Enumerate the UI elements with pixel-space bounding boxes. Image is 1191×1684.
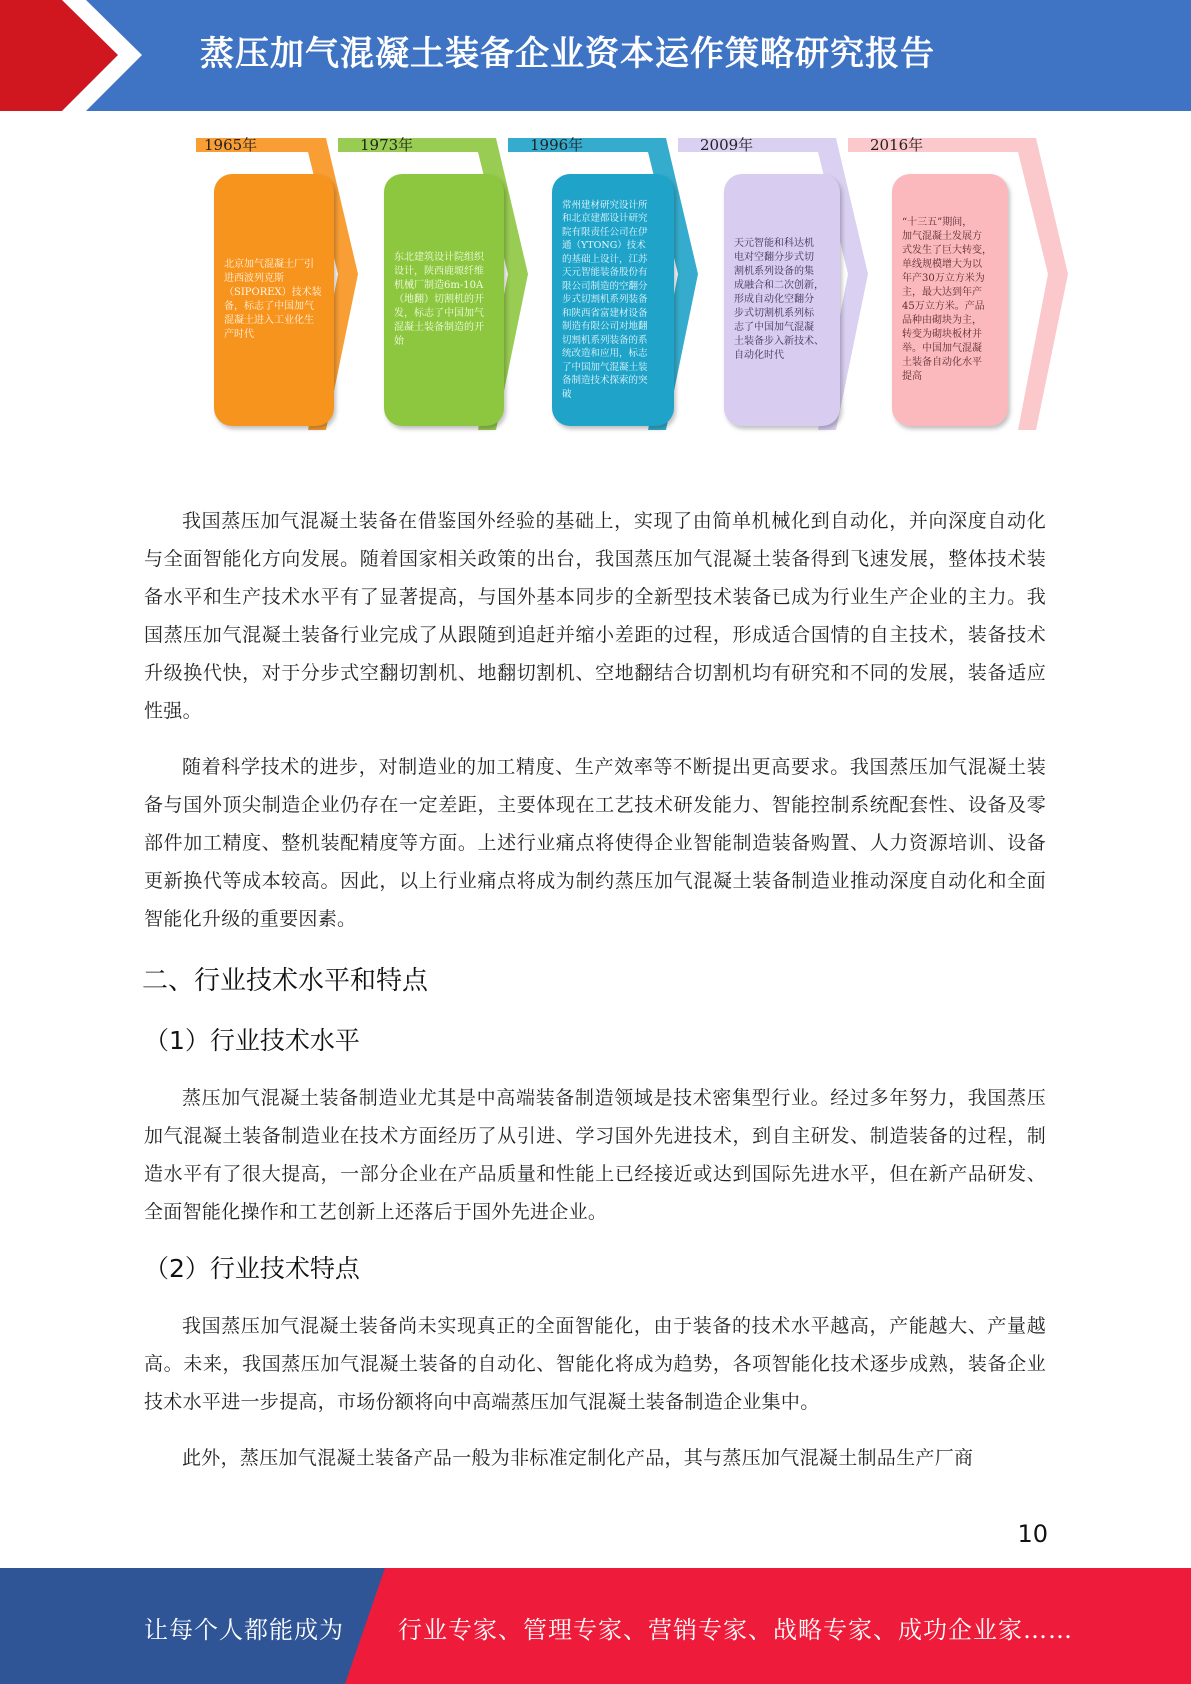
- card-line: 割机系列设备的集: [734, 266, 814, 277]
- card-line: 破: [562, 388, 572, 400]
- card-line: 转变为砌块板材并: [902, 329, 982, 340]
- card-line: 土装备自动化水平: [902, 357, 982, 368]
- card-line: 步式切割机系列标: [734, 308, 814, 319]
- card-line: 举。中国加气混凝: [902, 343, 982, 354]
- card-line: 提高: [902, 371, 922, 382]
- card-line: 和陕西省富建材设备: [562, 307, 648, 319]
- timeline-year-1965: 1965年: [204, 136, 258, 154]
- card-line: 土装备步入新技术、: [734, 336, 824, 347]
- card-line: （地翻）切割机的开: [394, 294, 484, 305]
- card-line: 和北京建都设计研究: [562, 213, 648, 225]
- card-line: （SIPOREX）技术装: [224, 287, 322, 298]
- paragraph-2: 随着科学技术的进步，对制造业的加工精度、生产效率等不断提出更高要求。我国蒸压加气混凝土装备与国外顶尖制造企业仍存在一定差距，主要体现在工艺技术研发能力、智能控制系统配套性、设备及零部件加工精度、整机装配精度等方面。上述行业痛点将使得企业智能制造装备购置、人力资源培训、设备更新换代等成本较高。因此，以上行业痛点将成为制约蒸压加气混凝土装备制造业推动深度自动化和全面智能化升级的重要因素。: [144, 756, 1046, 930]
- card-line: 设计，陕西鹿塬纤维: [394, 266, 484, 277]
- card-line: 北京加气混凝土厂引: [224, 259, 314, 270]
- timeline-year-2016: 2016年: [870, 136, 924, 154]
- subsection-heading-2: （2）行业技术特点: [144, 1254, 360, 1283]
- card-line: 天元智能和科达机: [734, 238, 814, 249]
- card-line: 切割机系列装备的系: [562, 334, 648, 346]
- card-line: 产时代: [224, 329, 254, 340]
- card-line: “十三五”期间，: [902, 217, 973, 228]
- card-line: 自动化时代: [734, 350, 784, 361]
- card-line: 备，标志了中国加气: [224, 301, 314, 312]
- timeline-card-1965: [214, 174, 334, 426]
- card-line: 步式切割机系列装备: [562, 294, 648, 306]
- header-arrow-icon: [0, 0, 160, 111]
- card-line: 发，标志了中国加气: [394, 308, 484, 319]
- document-body: [144, 502, 1046, 1495]
- card-line: 备制造技术探索的突: [562, 375, 648, 387]
- card-line: 了中国加气混凝土装: [562, 361, 648, 373]
- paragraph-3: 蒸压加气混凝土装备制造业尤其是中高端装备制造领域是技术密集型行业。经过多年努力，我国蒸压加气混凝土装备制造业在技术方面经历了从引进、学习国外先进技术，到自主研发、制造装备的过程，制造水平有了很大提高，一部分企业在产品质量和性能上已经接近或达到国际先进水平，但在新产品研发、全面智能化操作和工艺创新上还落后于国外先进企业。: [144, 1087, 1046, 1223]
- card-line: 单线规模增大为以: [902, 259, 982, 270]
- card-line: 东北建筑设计院组织: [394, 252, 484, 263]
- card-line: 天元智能装备股份有: [562, 267, 648, 279]
- timeline-year-2009: 2009年: [700, 136, 754, 154]
- section-heading: 二、行业技术水平和特点: [142, 966, 429, 996]
- card-line: 限公司制造的空翻分: [562, 280, 648, 292]
- timeline-card-2009: [724, 174, 840, 426]
- card-line: 始: [394, 336, 404, 347]
- paragraph-4: 我国蒸压加气混凝土装备尚未实现真正的全面智能化，由于装备的技术水平越高，产能越大、产量越高。未来，我国蒸压加气混凝土装备的自动化、智能化将成为趋势，各项智能化技术逐步成熟，装备企业技术水平进一步提高，市场份额将向中高端蒸压加气混凝土装备制造企业集中。: [144, 1315, 1046, 1413]
- card-line: 主，最大达到年产: [902, 287, 982, 298]
- paragraph-1: 我国蒸压加气混凝土装备在借鉴国外经验的基础上，实现了由简单机械化到自动化，并向深度自动化与全面智能化方向发展。随着国家相关政策的出台，我国蒸压加气混凝土装备得到飞速发展，整体技术装备水平和生产技术水平有了显著提高，与国外基本同步的全新型技术装备已成为行业生产企业的主力。我国蒸压加气混凝土装备行业完成了从跟随到追赶并缩小差距的过程，形成适合国情的自主技术，装备技术升级换代快，对于分步式空翻切割机、地翻切割机、空地翻结合切割机均有研究和不同的发展，装备适应性强。: [144, 510, 1046, 722]
- page-footer: [0, 1568, 1191, 1684]
- paragraph-5: 此外，蒸压加气混凝土装备产品一般为非标准定制化产品，其与蒸压加气混凝土制品生产厂商: [182, 1447, 974, 1469]
- card-line: 加气混凝土发展方: [902, 231, 982, 242]
- card-line: 混凝土装备制造的开: [394, 322, 484, 333]
- card-line: 成融合和二次创新，: [734, 280, 824, 291]
- card-line: 形成自动化空翻分: [734, 294, 814, 305]
- timeline-year-1973: 1973年: [360, 136, 414, 154]
- page-header-title: 蒸压加气混凝土装备企业资本运作策略研究报告: [200, 34, 935, 74]
- card-line: 进西波列克斯: [224, 273, 284, 284]
- timeline-card-2016: [892, 174, 1008, 426]
- card-line: 常州建材研究设计所: [562, 199, 648, 211]
- page-number: 10: [1017, 1520, 1048, 1548]
- card-line: 混凝土进入工业化生: [224, 315, 314, 326]
- card-line: 式发生了巨大转变，: [902, 245, 992, 256]
- card-line: 制造有限公司对地翻: [562, 321, 648, 333]
- card-line: 年产30万立方米为: [902, 273, 985, 284]
- timeline-card-1996: [552, 174, 674, 426]
- timeline-year-1996: 1996年: [530, 136, 584, 154]
- timeline-diagram: [196, 134, 1070, 436]
- card-line: 45万立方米。产品: [902, 301, 985, 312]
- card-line: 的基础上设计，江苏: [562, 253, 648, 265]
- timeline-card-1973: [384, 174, 504, 426]
- card-line: 志了中国加气混凝: [734, 322, 814, 333]
- card-line: 机械厂制造6m-10A: [394, 280, 484, 291]
- card-line: 品种由砌块为主，: [902, 315, 982, 326]
- page-header: [0, 0, 1191, 111]
- footer-slogan-right: 行业专家、管理专家、营销专家、战略专家、成功企业家……: [398, 1616, 1073, 1644]
- card-line: 统改造和应用，标志: [562, 348, 648, 360]
- footer-slogan-left: 让每个人都能成为: [144, 1616, 344, 1644]
- subsection-heading-1: （1）行业技术水平: [144, 1026, 360, 1055]
- card-line: 院有限责任公司在伊: [562, 226, 648, 238]
- card-line: 电对空翻分步式切: [734, 252, 814, 263]
- card-line: 通（YTONG）技术: [562, 240, 646, 252]
